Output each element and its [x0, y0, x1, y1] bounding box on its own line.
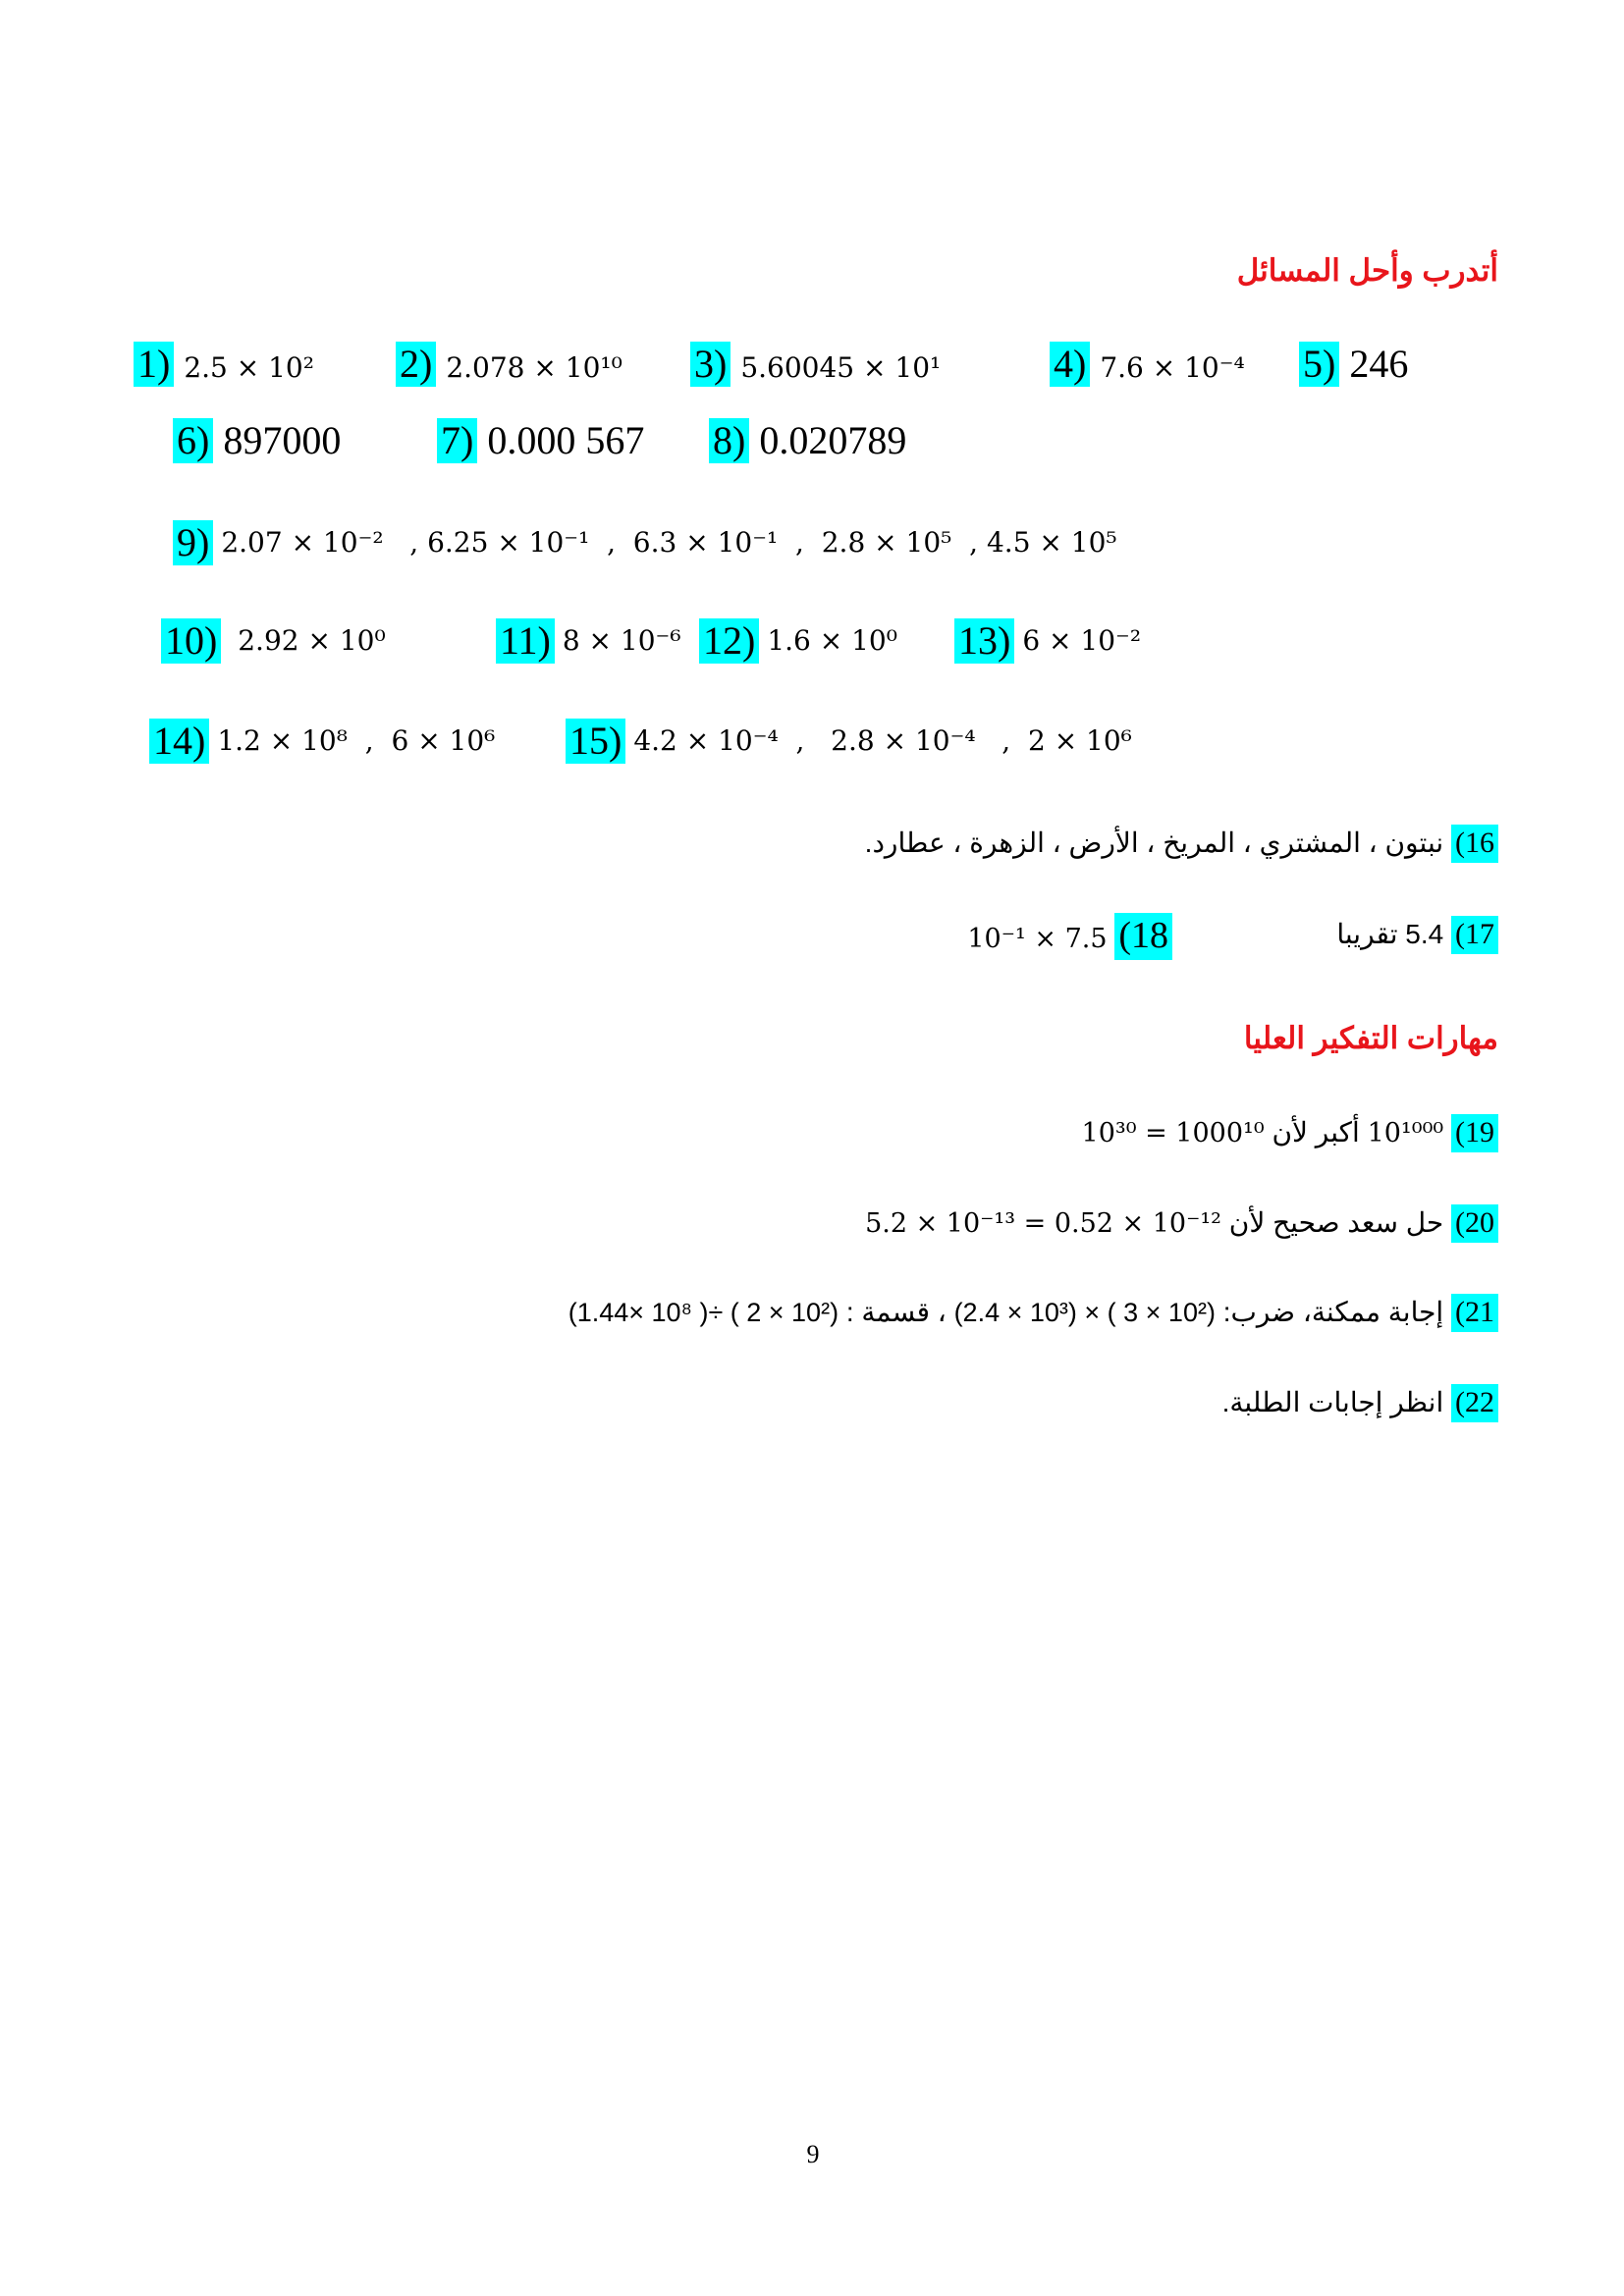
question-number: 3): [690, 342, 731, 387]
answer-6: [173, 417, 341, 463]
answer-text: 5.4 تقريبا: [1336, 919, 1444, 949]
answer-8: [709, 417, 906, 463]
answer-1: [134, 341, 314, 387]
answer-15: [566, 719, 1132, 764]
answer-value: 0.020789: [759, 418, 907, 462]
question-number: 10): [161, 618, 221, 664]
answer-5: [1299, 341, 1408, 387]
answer-value: 5.2 × 10⁻¹³ = 0.52 × 10⁻¹²: [865, 1208, 1222, 1239]
answer-19: [1082, 1114, 1498, 1152]
answer-text: ، قسمة :: [845, 1297, 947, 1327]
question-number: 19): [1451, 1114, 1498, 1152]
page-number: 9: [806, 2140, 820, 2168]
answer-value: (1.44× 10⁸ )÷ ( 2 × 10²): [568, 1298, 839, 1327]
section-heading-practice: أتدرب وأحل المسائل: [1236, 253, 1498, 288]
answer-value: 5.60045 × 10¹: [740, 351, 942, 384]
answer-4: [1050, 341, 1245, 387]
question-number: 22): [1451, 1384, 1498, 1422]
question-number: 9): [173, 520, 213, 565]
answer-value: 1.2 × 10⁸ , 6 × 10⁶: [217, 724, 496, 757]
answer-text: نبتون ، المشتري ، المريخ ، الأرض ، الزهرة ، عطارد.: [864, 828, 1444, 858]
answer-value: 2.078 × 10¹⁰: [446, 351, 623, 384]
answer-13: [954, 618, 1141, 664]
answer-value: 2.92 × 10⁰: [238, 624, 386, 657]
question-number: 15): [566, 719, 625, 764]
answer-value: 4.2 × 10⁻⁴ , 2.8 × 10⁻⁴ , 2 × 10⁶: [633, 724, 1132, 757]
question-number: 11): [496, 618, 555, 664]
answer-value: 8 × 10⁻⁶: [562, 624, 681, 657]
answer-16: [865, 825, 1498, 863]
answer-17: [1336, 916, 1498, 954]
question-number: 18): [1114, 913, 1172, 960]
question-number: 12): [699, 618, 759, 664]
answer-value: 10³⁰ = 1000¹⁰: [1081, 1118, 1265, 1148]
answer-text: حل سعد صحيح لأن: [1228, 1207, 1444, 1238]
answer-value: 7.5 × 10⁻¹: [967, 924, 1108, 954]
question-number: 2): [396, 342, 436, 387]
question-number: 14): [149, 719, 209, 764]
question-number: 16): [1451, 825, 1498, 863]
answer-text: إجابة ممكنة، ضرب:: [1222, 1297, 1444, 1327]
question-number: 21): [1451, 1294, 1498, 1332]
answer-20: [865, 1204, 1498, 1243]
question-number: 1): [134, 342, 174, 387]
question-number: 5): [1299, 342, 1339, 387]
answer-value: 1.6 × 10⁰: [767, 624, 897, 657]
answer-value: 897000: [223, 418, 342, 462]
answer-9: [173, 520, 1117, 565]
answer-21: [568, 1294, 1498, 1332]
answer-12: [699, 618, 897, 664]
question-number: 7): [437, 418, 477, 463]
answer-value: 2.07 × 10⁻² , 6.25 × 10⁻¹ , 6.3 × 10⁻¹ , 2.8 × 10⁵ , 4.5 × 10⁵: [221, 526, 1117, 559]
answer-22: [1222, 1384, 1498, 1422]
question-number: 20): [1451, 1204, 1498, 1243]
answer-text: انظر إجابات الطلبة.: [1221, 1387, 1444, 1417]
answer-value: 10¹⁰⁰⁰: [1367, 1118, 1444, 1148]
answer-value: 7.6 × 10⁻⁴: [1100, 351, 1245, 384]
question-number: 13): [954, 618, 1014, 664]
answer-2: [396, 341, 623, 387]
answer-7: [437, 417, 644, 463]
question-number: 8): [709, 418, 749, 463]
section-heading-higher-thinking: مهارات التفكير العليا: [1243, 1021, 1498, 1055]
answer-value: 6 × 10⁻²: [1022, 624, 1142, 657]
answer-10: [161, 618, 386, 664]
answer-18: [967, 913, 1172, 960]
question-number: 4): [1050, 342, 1090, 387]
answer-14: [149, 719, 495, 764]
answer-value: 2.5 × 10²: [184, 351, 314, 384]
answer-value: 0.000 567: [487, 418, 645, 462]
answer-11: [496, 618, 681, 664]
answer-value: (2.4 × 10³) × ( 3 × 10²): [953, 1298, 1216, 1327]
question-number: 6): [173, 418, 213, 463]
question-number: 17): [1451, 916, 1498, 954]
answer-3: [690, 341, 941, 387]
answer-value: 246: [1349, 342, 1409, 386]
answer-text: أكبر لأن: [1272, 1117, 1360, 1148]
